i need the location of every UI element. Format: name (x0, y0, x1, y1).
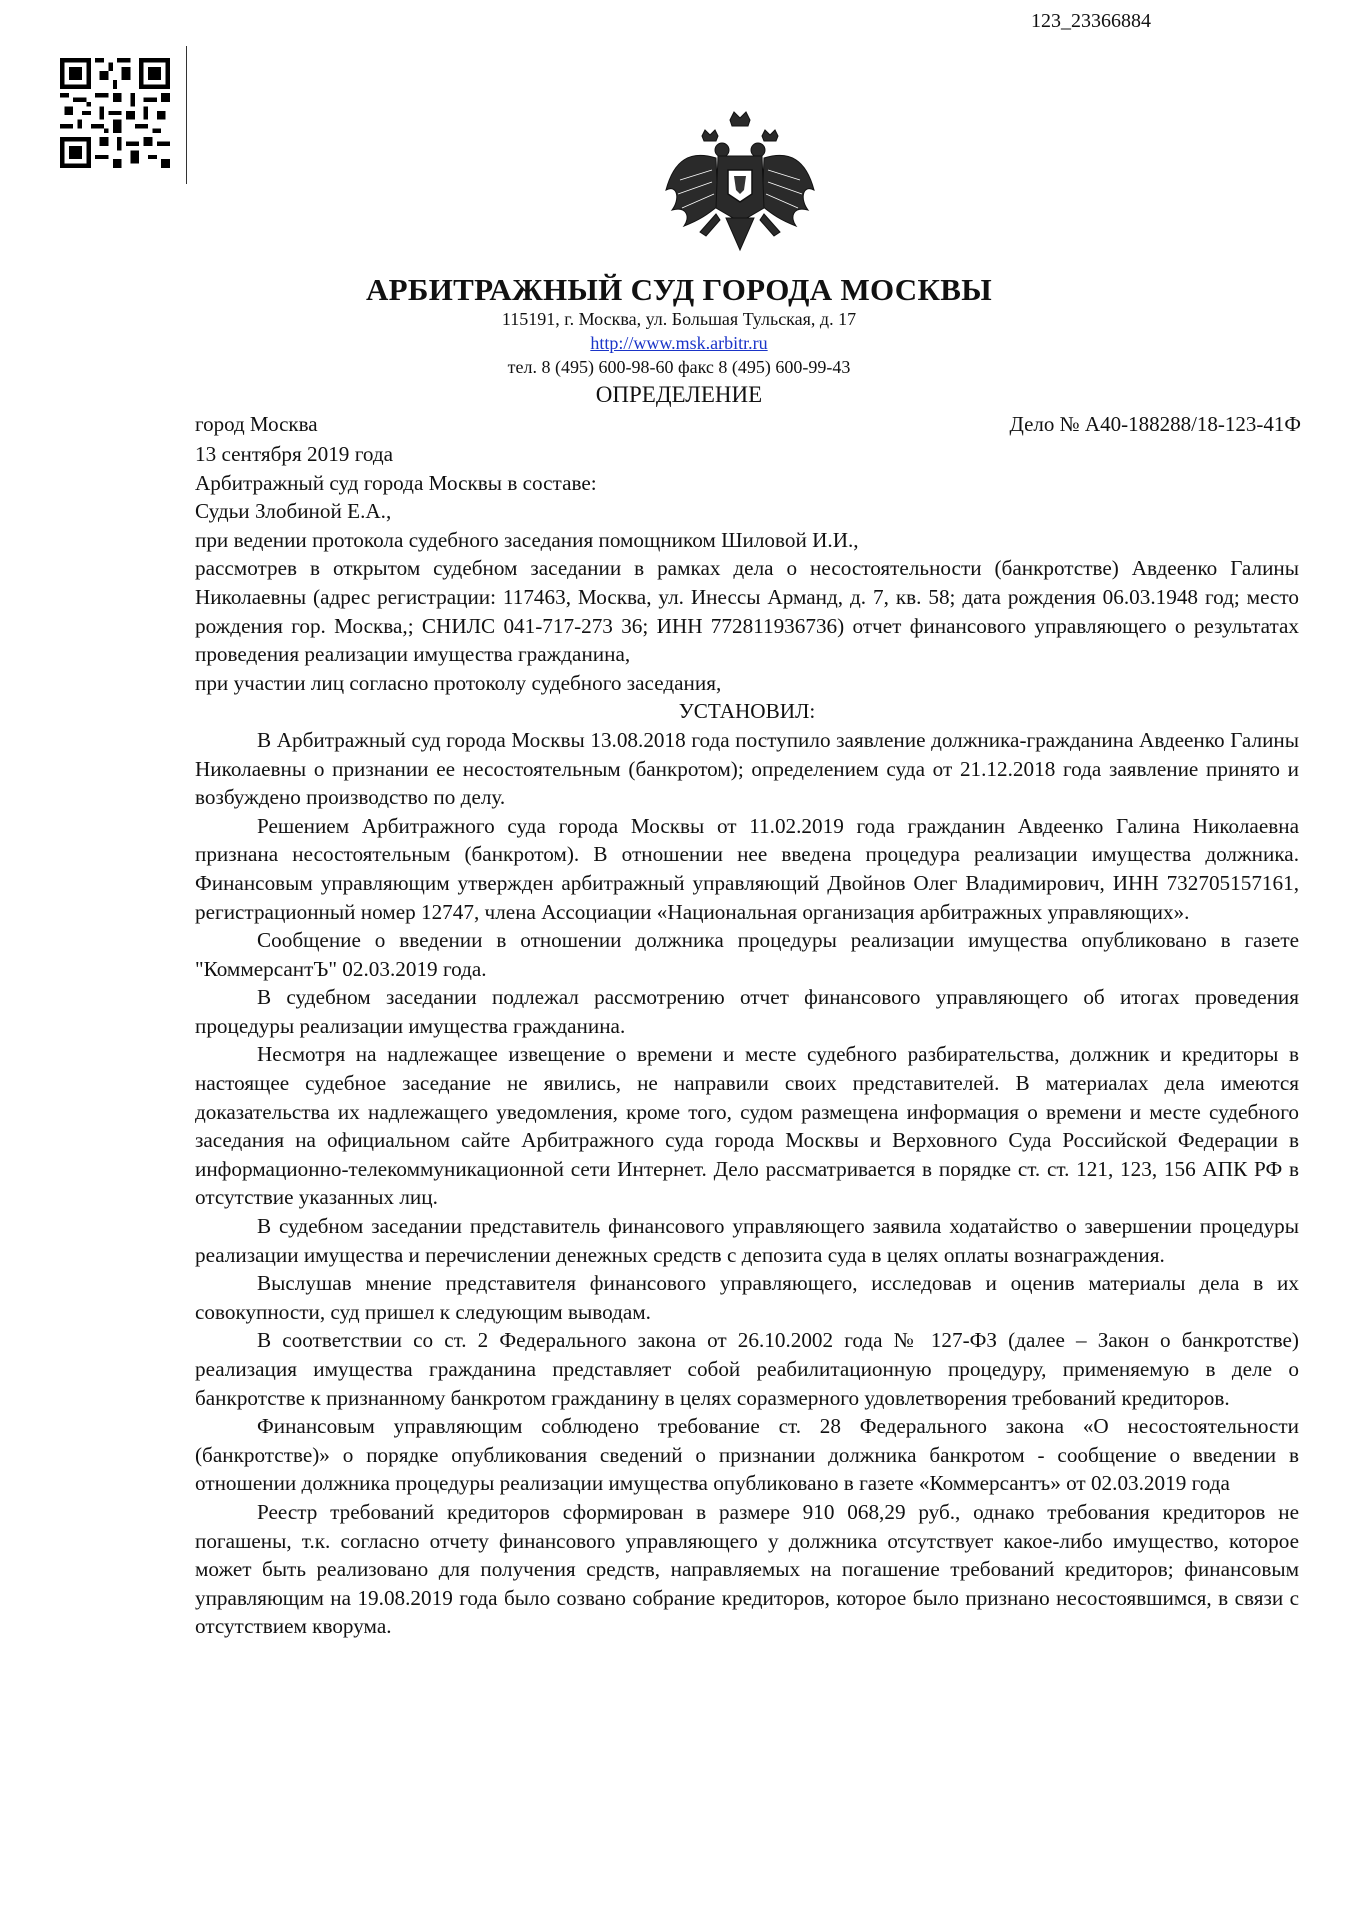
body-paragraph: Решением Арбитражного суда города Москвы от 11.02.2019 года гражданин Авдеенко Галина Николаевна признана несостоятельным (банкротом). В отношении нее введена процедура реализации имущества должника. Финансовым управляющим утвержден арбитражный управляющий Двойнов Олег Владимирович, ИНН 732705157161, регистрационный номер 12747, члена Ассоциации «Национальная организация арбитражных управляющих». (195, 813, 1299, 924)
decision-date: 13 сентября 2019 года (195, 442, 394, 466)
court-address: 115191, г. Москва, ул. Большая Тульская, д. 17 (501, 309, 857, 329)
body-paragraph: Сообщение о введении в отношении должника процедуры реализации имущества опубликовано в газете "КоммерсантЪ" 02.03.2019 года. (195, 928, 1299, 981)
established-heading: УСТАНОВИЛ: (678, 699, 816, 724)
document-body (195, 440, 1299, 1641)
city-label: город Москва (195, 412, 318, 436)
body-paragraph: В судебном заседании подлежал рассмотрению отчет финансового управляющего об итогах проведения процедуры реализации имущества гражданина. (195, 985, 1299, 1038)
body-paragraph: Выслушав мнение представителя финансового управляющего, исследовав и оценив материалы дела в их совокупности, суд пришел к следующим выводам. (195, 1271, 1299, 1324)
coat-of-arms-emblem (660, 110, 820, 260)
document-type-heading: ОПРЕДЕЛЕНИЕ (595, 382, 763, 407)
qr-divider-line (186, 46, 187, 184)
court-phone-fax: тел. 8 (495) 600-98-60 факс 8 (495) 600-99-43 (507, 357, 851, 377)
protocol-keeper: при ведении протокола судебного заседания помощником Шиловой И.И., (195, 527, 859, 552)
participants-note: при участии лиц согласно протоколу судебного заседания, (195, 670, 722, 695)
body-paragraph: Финансовым управляющим соблюдено требование ст. 28 Федерального закона «О несостоятельности (банкротстве)» о порядке опубликования сведений о признании должника банкротом - сообщение о введении в отношении должника процедуры реализации имущества опубликовано в газете «Коммерсантъ» от 02.03.2019 года (195, 1414, 1299, 1496)
court-composition: Арбитражный суд города Москвы в составе: (195, 470, 597, 495)
body-paragraph: В Арбитражный суд города Москвы 13.08.2018 года поступило заявление должника-гражданина Авдеенко Галины Николаевны о признании ее несостоятельным (банкротом); определением суда от 21.12.2018 года заявление принято и возбуждено производство по делу. (195, 727, 1299, 810)
body-paragraph: Несмотря на надлежащее извещение о времени и месте судебного разбирательства, должник и кредиторы в настоящее судебное заседание не явились, не направили своих представителей. В материалах дела имеются доказательства их надлежащего уведомления, кроме того, судом размещена информация о времени и месте судебного заседания на официальном сайте Арбитражного суда города Москвы и Верховного Суда Российской Федерации в информационно-телекоммуникационной сети Интернет. Дело рассматривается в порядке ст. ст. 121, 123, 156 АПК РФ в отсутствие указанных лиц. (195, 1042, 1299, 1210)
case-number: Дело № А40-188288/18-123-41Ф (1009, 412, 1301, 436)
judge-name: Судьи Злобиной Е.А., (195, 499, 392, 524)
body-paragraph: В судебном заседании представитель финансового управляющего заявила ходатайство о завершении процедуры реализации имущества и перечислении денежных средств с депозита суда в целях оплаты вознаграждения. (195, 1214, 1299, 1267)
qr-code (60, 58, 170, 168)
court-name-heading: АРБИТРАЖНЫЙ СУД ГОРОДА МОСКВЫ (366, 272, 992, 307)
document-id: 123_23366884 (1031, 10, 1151, 32)
body-paragraph: В соответствии со ст. 2 Федерального закона от 26.10.2002 года № 127-ФЗ (далее – Закон о банкротстве) реализация имущества гражданина представляет собой реабилитационную процедуру, применяемую в деле о банкротстве к признанному банкротом гражданину в целях соразмерного удовлетворения требований кредиторов. (195, 1328, 1299, 1410)
body-paragraph: Реестр требований кредиторов сформирован в размере 910 068,29 руб., однако требования кредиторов не погашены, т.к. согласно отчету финансового управляющего у должника отсутствует какое-либо имущество, которое может быть реализовано для получения средств, направляемых на погашение требований кредиторов; финансовым управляющим на 19.08.2019 года было созвано собрание кредиторов, которое было признано несостоявшимся, в связи с отсутствием кворума. (195, 1499, 1299, 1639)
court-website-link[interactable]: http://www.msk.arbitr.ru (590, 333, 768, 353)
case-consideration: рассмотрев в открытом судебном заседании в рамках дела о несостоятельности (банкротстве) Авдеенко Галины Николаевны (адрес регистрации: 117463, Москва, ул. Инессы Арманд, д. 7, кв. 58; дата рождения 06.03.1948 год; место рождения гор. Москва,; СНИЛС 041-717-273 36; ИНН 772811936736) отчет финансового управляющего о результатах проведения реализации имущества гражданина, (195, 556, 1299, 667)
